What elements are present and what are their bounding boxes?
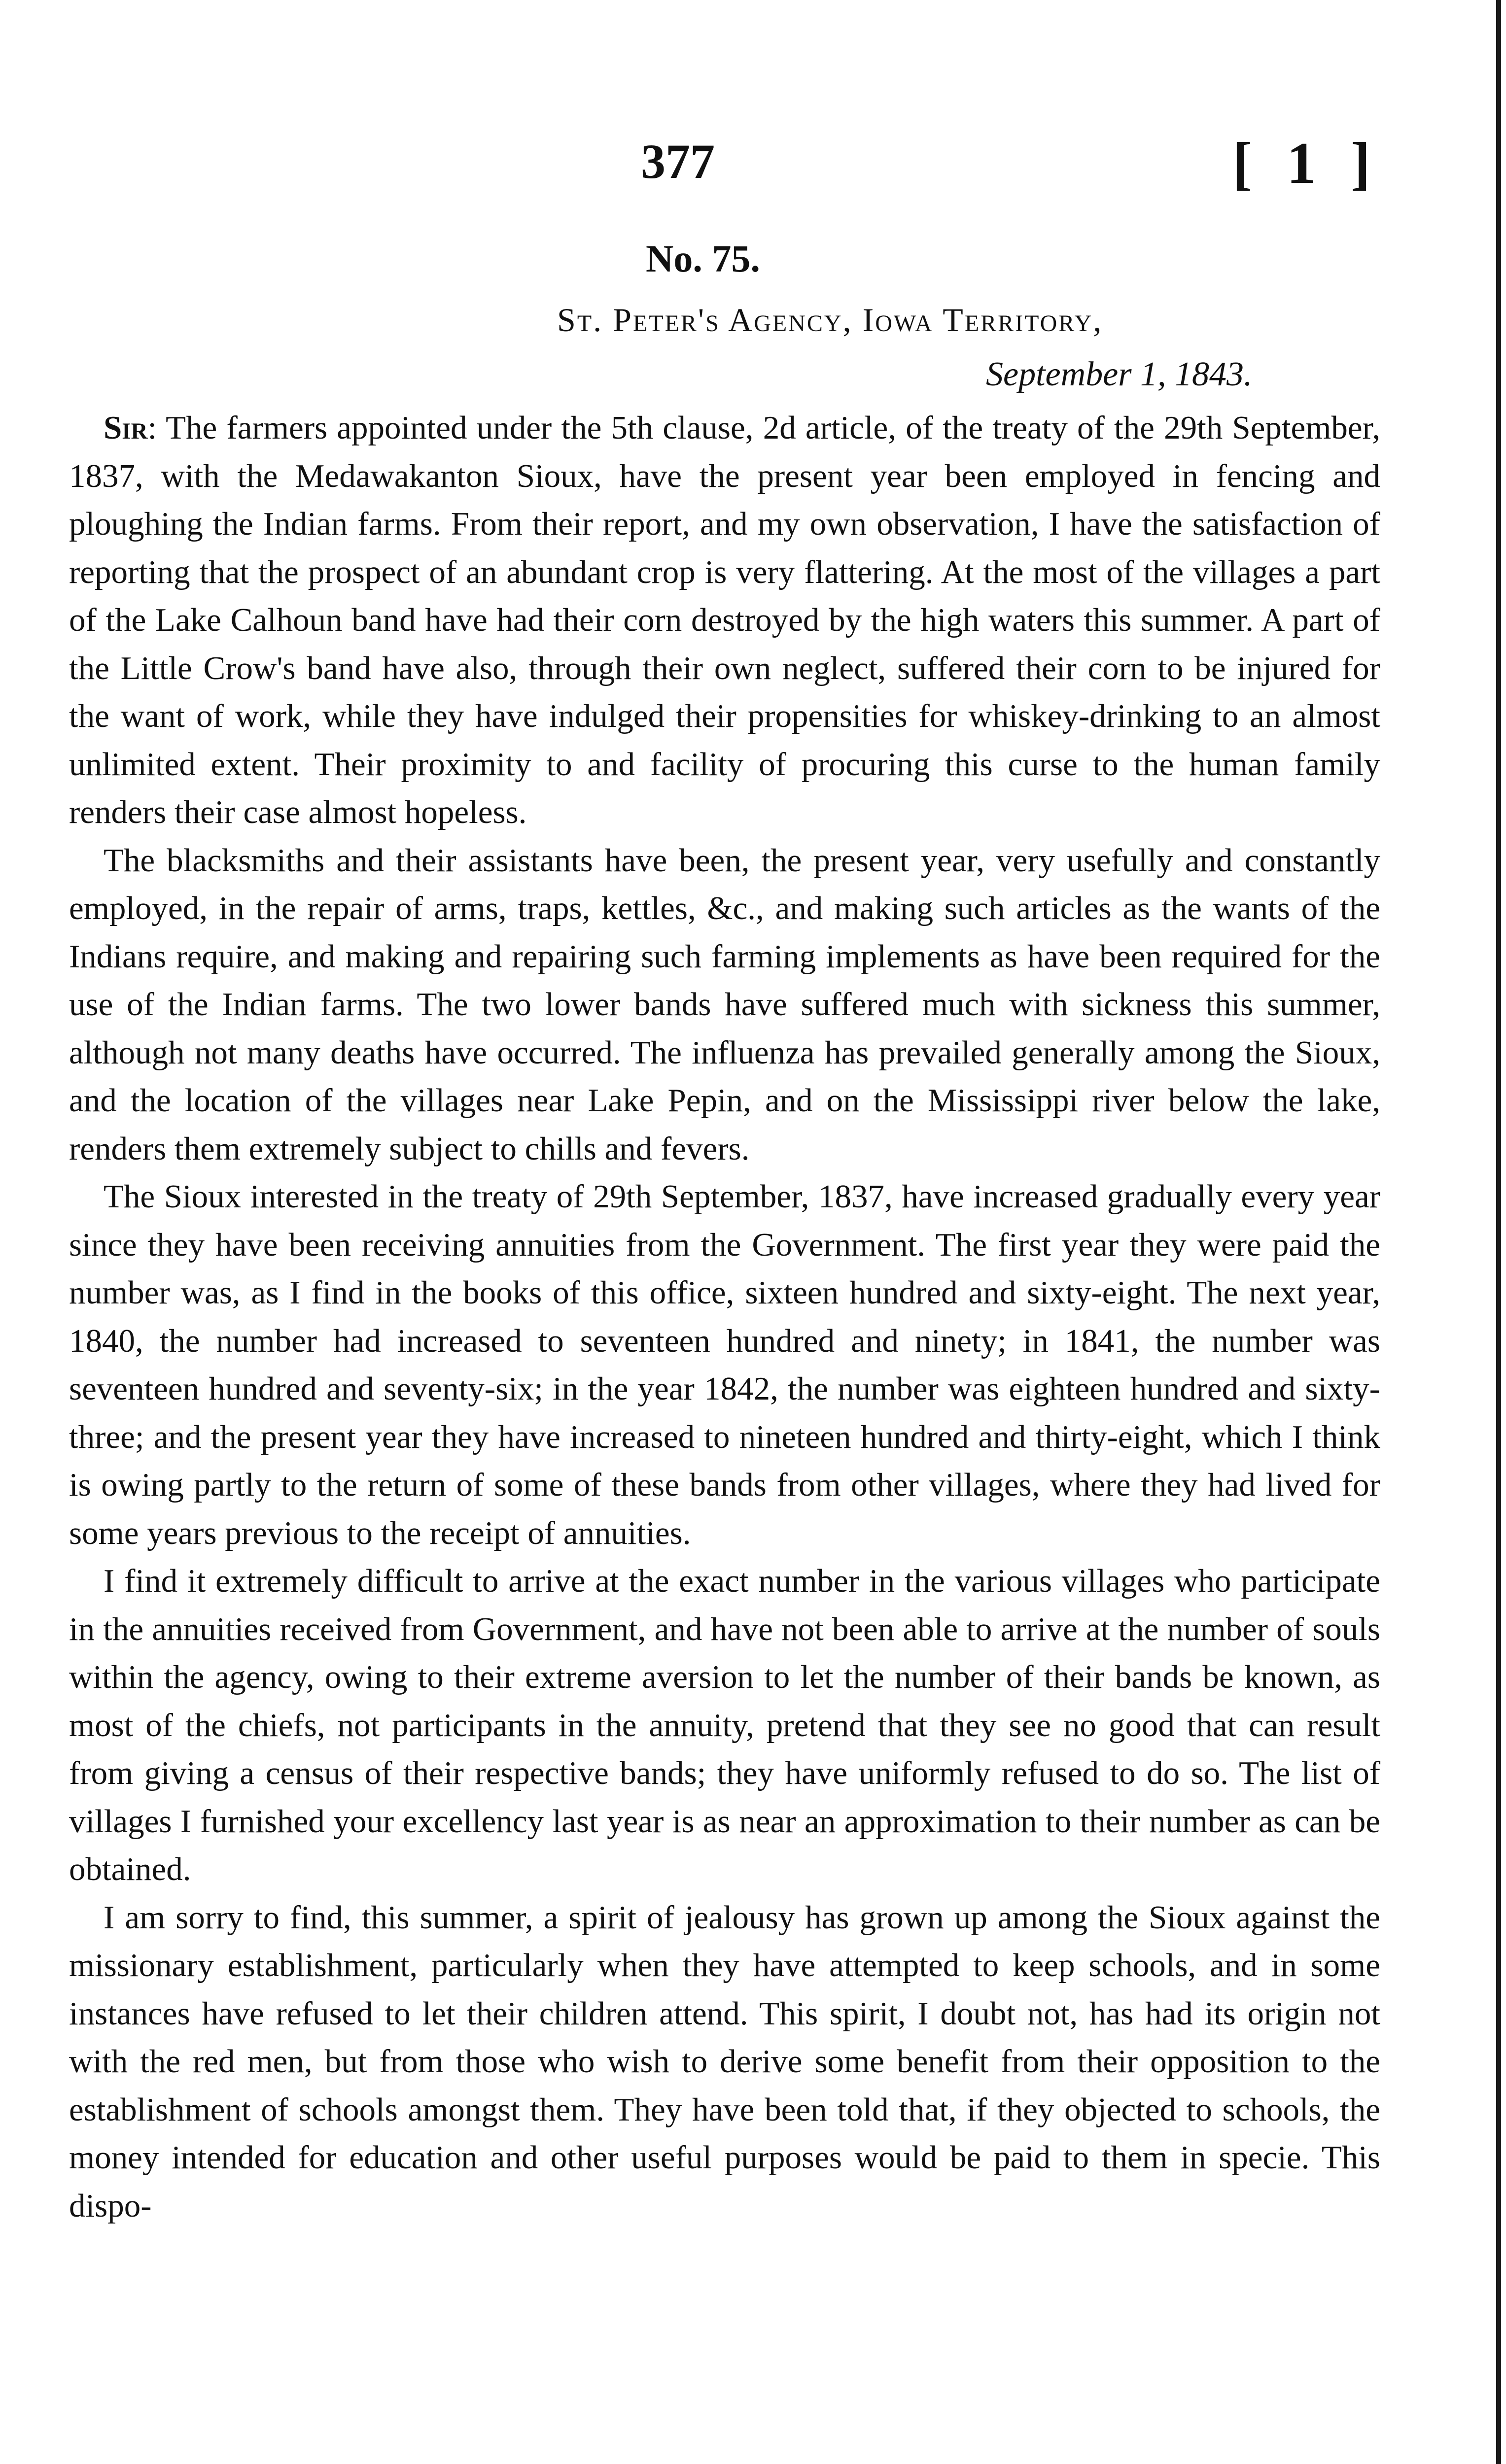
page-edge — [1496, 0, 1501, 2464]
paragraph-4: I find it extremely difficult to arrive at the exact number in the various villages who participate in the annuities received from Government, and have not been able to arrive at the number of souls within the agency, owing to their extreme aversion to let the number of their bands be known, as most of the chiefs, not participants in the annuity, pretend that they see no good that can result from giving a census of their respective bands; they have uniformly refused to do so. The list of villages I furnished your excellency last year is as near an approximation to their number as can be obtained. — [69, 1563, 1380, 1887]
salutation: Sir — [104, 410, 148, 446]
document-number: No. 75. — [646, 237, 760, 280]
paragraph-3: The Sioux interested in the treaty of 29th September, 1837, have increased gradually every year since they have been receiving annuities from the Government. The first year they were paid the number was, as I find in the books of this office, sixteen hundred and sixty-eight. The next year, 1840, the number had increased to seventeen hundred and ninety; in 1841, the number was seventeen hundred and seventy-six; in the year 1842, the number was eighteen hundred and sixty-three; and the present year they have increased to nineteen hundred and thirty-eight, which I think is owing partly to the return of some of these bands from other villages, where they had lived for some years previous to the receipt of annuities. — [69, 1178, 1380, 1551]
sheet-number: [ 1 ] — [1232, 130, 1380, 196]
paragraph-1 — [69, 404, 1380, 837]
letter-date: September 1, 1843. — [986, 355, 1253, 393]
paragraph-5: I am sorry to find, this summer, a spirit of jealousy has grown up among the Sioux against the missionary establishment, particularly when they have attempted to keep schools, and in some instances have refused to let their children attend. This spirit, I doubt not, has had its origin not with the red men, but from those who wish to derive some benefit from their opposition to the establishment of schools amongst them. They have been told that, if they objected to schools, the money intended for education and other useful purposes would be paid to them in specie. This dispo- — [69, 1899, 1380, 2224]
paragraph-2: The blacksmiths and their assistants have been, the present year, very usefully and constantly employed, in the repair of arms, traps, kettles, &c., and making such articles as the wants of the Indians require, and making and repairing such farming implements as have been required for the use of the Indian farms. The two lower bands have suffered much with sickness this summer, although not many deaths have occurred. The influenza has prevailed generally among the Sioux, and the location of the villages near Lake Pepin, and on the Mississippi river below the lake, renders them extremely subject to chills and fevers. — [69, 842, 1380, 1167]
page-number: 377 — [641, 134, 715, 189]
letter-body — [69, 404, 1380, 2230]
letter-place: St. Peter's Agency, Iowa Territory, — [557, 301, 1103, 339]
paragraph-text: : The farmers appointed under the 5th clause, 2d article, of the treaty of the 29th September, 1837, with the Medawakanton Sioux, have the present year been employed in fencing and ploughing the Indian farms. From their report, and my own observation, I have the satisfaction of reporting that the prospect of an abundant crop is very flattering. At the most of the villages a part of the Lake Calhoun band have had their corn destroyed by the high waters this summer. A part of the Little Crow's band have also, through their own neglect, suffered their corn to be injured for the want of work, while they have indulged their propensities for whiskey-drinking to an almost unlimited extent. Their proximity to and facility of procuring this curse to the human family renders their case almost hopeless. — [69, 410, 1380, 830]
